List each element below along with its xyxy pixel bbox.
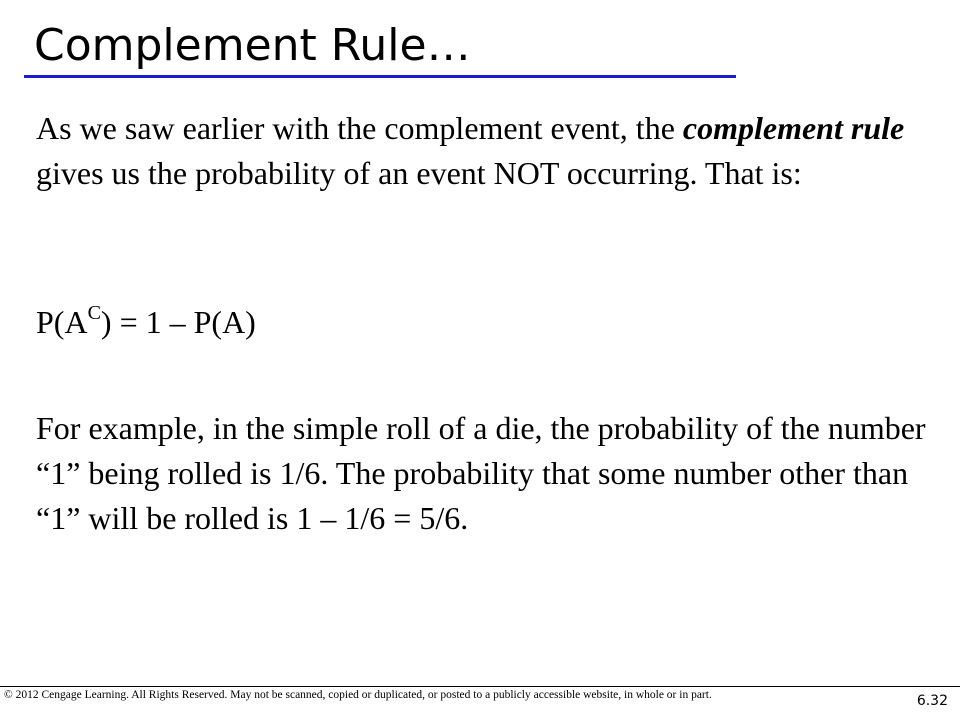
- slide-number: 6.32: [916, 693, 948, 709]
- formula-lhs: P(A: [36, 304, 88, 340]
- formula-superscript: C: [87, 302, 101, 325]
- footer-divider: [0, 686, 960, 687]
- example-paragraph: For example, in the simple roll of a die, the probability of the number “1” being rolled is 1/6. The probability that some number other than “1” will be rolled is 1 – 1/6 = 5/6.: [36, 410, 926, 536]
- slide-title: Complement Rule…: [34, 20, 471, 71]
- complement-rule-formula: [36, 300, 954, 345]
- complement-rule-term: complement rule: [682, 110, 905, 146]
- intro-paragraph: [36, 106, 954, 196]
- formula-rhs: ) = 1 – P(A): [100, 304, 256, 340]
- copyright-notice: © 2012 Cengage Learning. All Rights Reserved. May not be scanned, copied or duplicated, or posted to a publicly accessible website, in whole or in part.: [4, 689, 712, 701]
- intro-text-end: gives us the probability of an event NOT occurring. That is:: [36, 155, 802, 191]
- title-underline: [24, 75, 736, 78]
- intro-text-start: As we saw earlier with the complement event, the: [36, 110, 683, 146]
